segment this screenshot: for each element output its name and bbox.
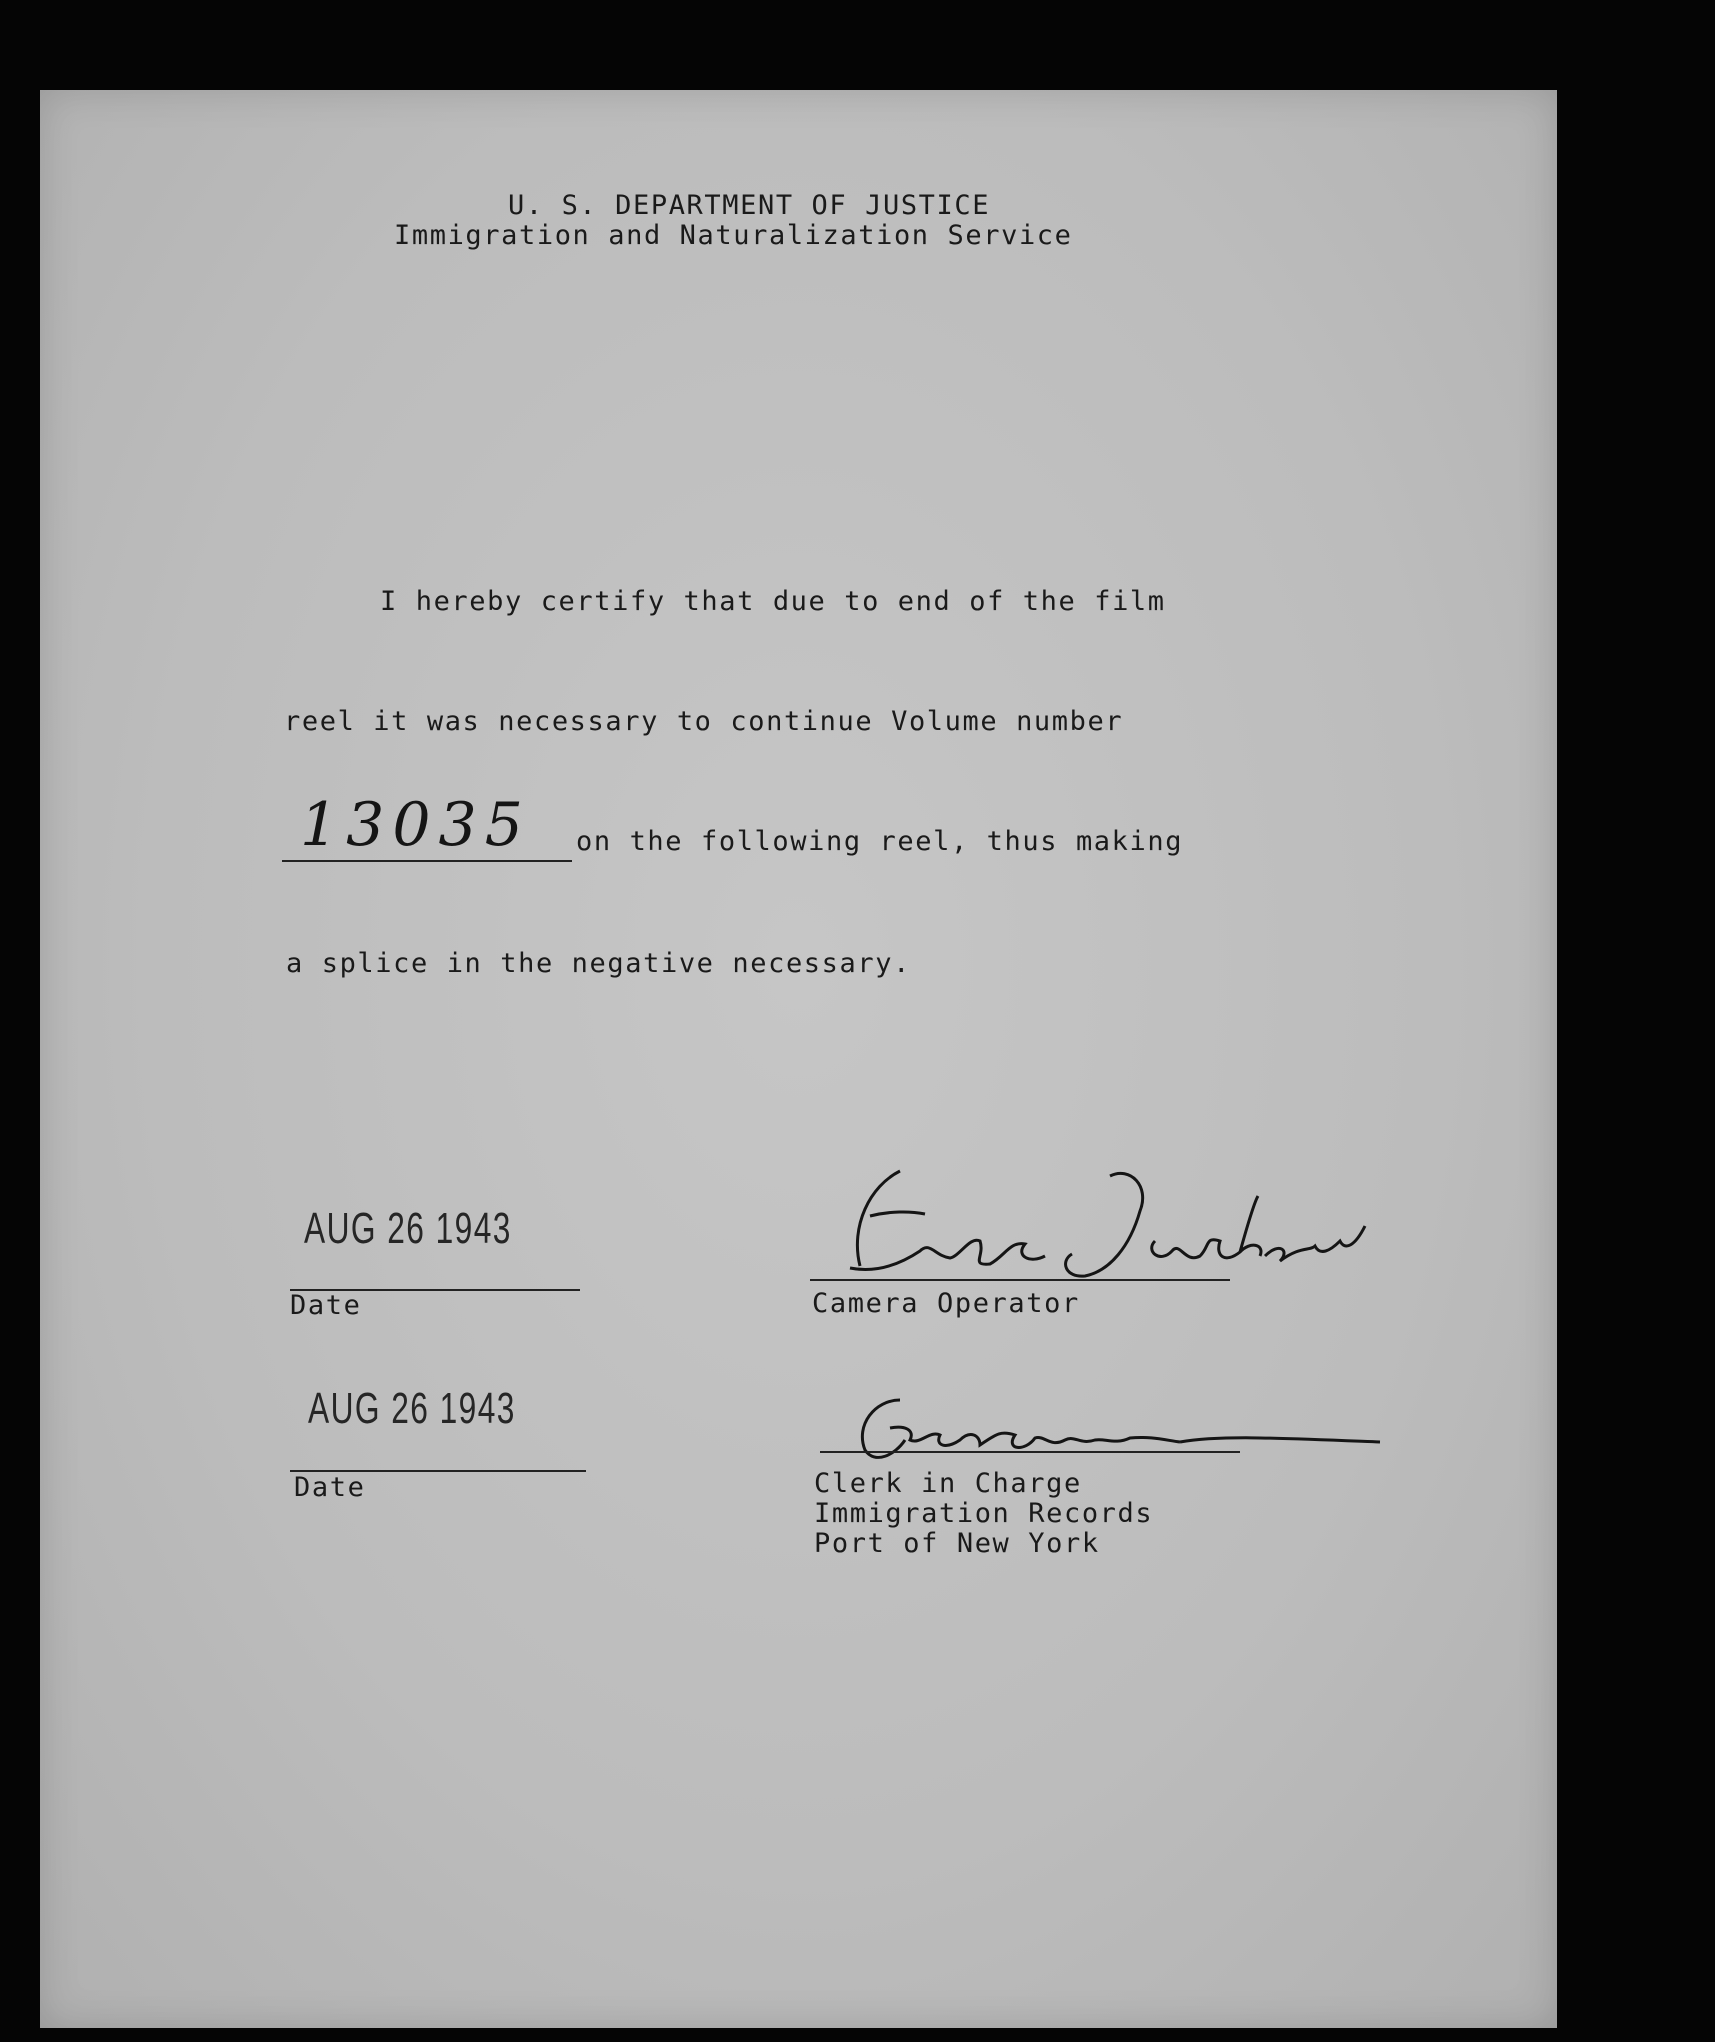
body-line-4: a splice in the negative necessary.: [286, 948, 911, 979]
clerk-label-line-1: Clerk in Charge: [814, 1468, 1082, 1499]
clerk-label-line-2: Immigration Records: [814, 1498, 1154, 1529]
body-line-1: I hereby certify that due to end of the film: [380, 586, 1166, 617]
date-label-1: Date: [290, 1290, 362, 1321]
camera-operator-signature: [810, 1156, 1370, 1296]
date-stamp-1: AUG 26 1943: [304, 1204, 512, 1253]
body-line-2: reel it was necessary to continue Volume number: [284, 706, 1124, 737]
clerk-label-line-3: Port of New York: [814, 1528, 1100, 1559]
date-stamp-2: AUG 26 1943: [308, 1384, 516, 1433]
volume-number-handwritten: 13035: [300, 790, 531, 860]
document-page: [40, 90, 1557, 2028]
volume-number-line: [282, 860, 572, 862]
clerk-signature: [820, 1380, 1400, 1480]
camera-operator-label: Camera Operator: [812, 1288, 1080, 1319]
service-heading: Immigration and Naturalization Service: [394, 220, 1073, 251]
department-heading: U. S. DEPARTMENT OF JUSTICE: [508, 190, 991, 221]
body-line-3: on the following reel, thus making: [576, 826, 1184, 857]
date-label-2: Date: [294, 1472, 366, 1503]
